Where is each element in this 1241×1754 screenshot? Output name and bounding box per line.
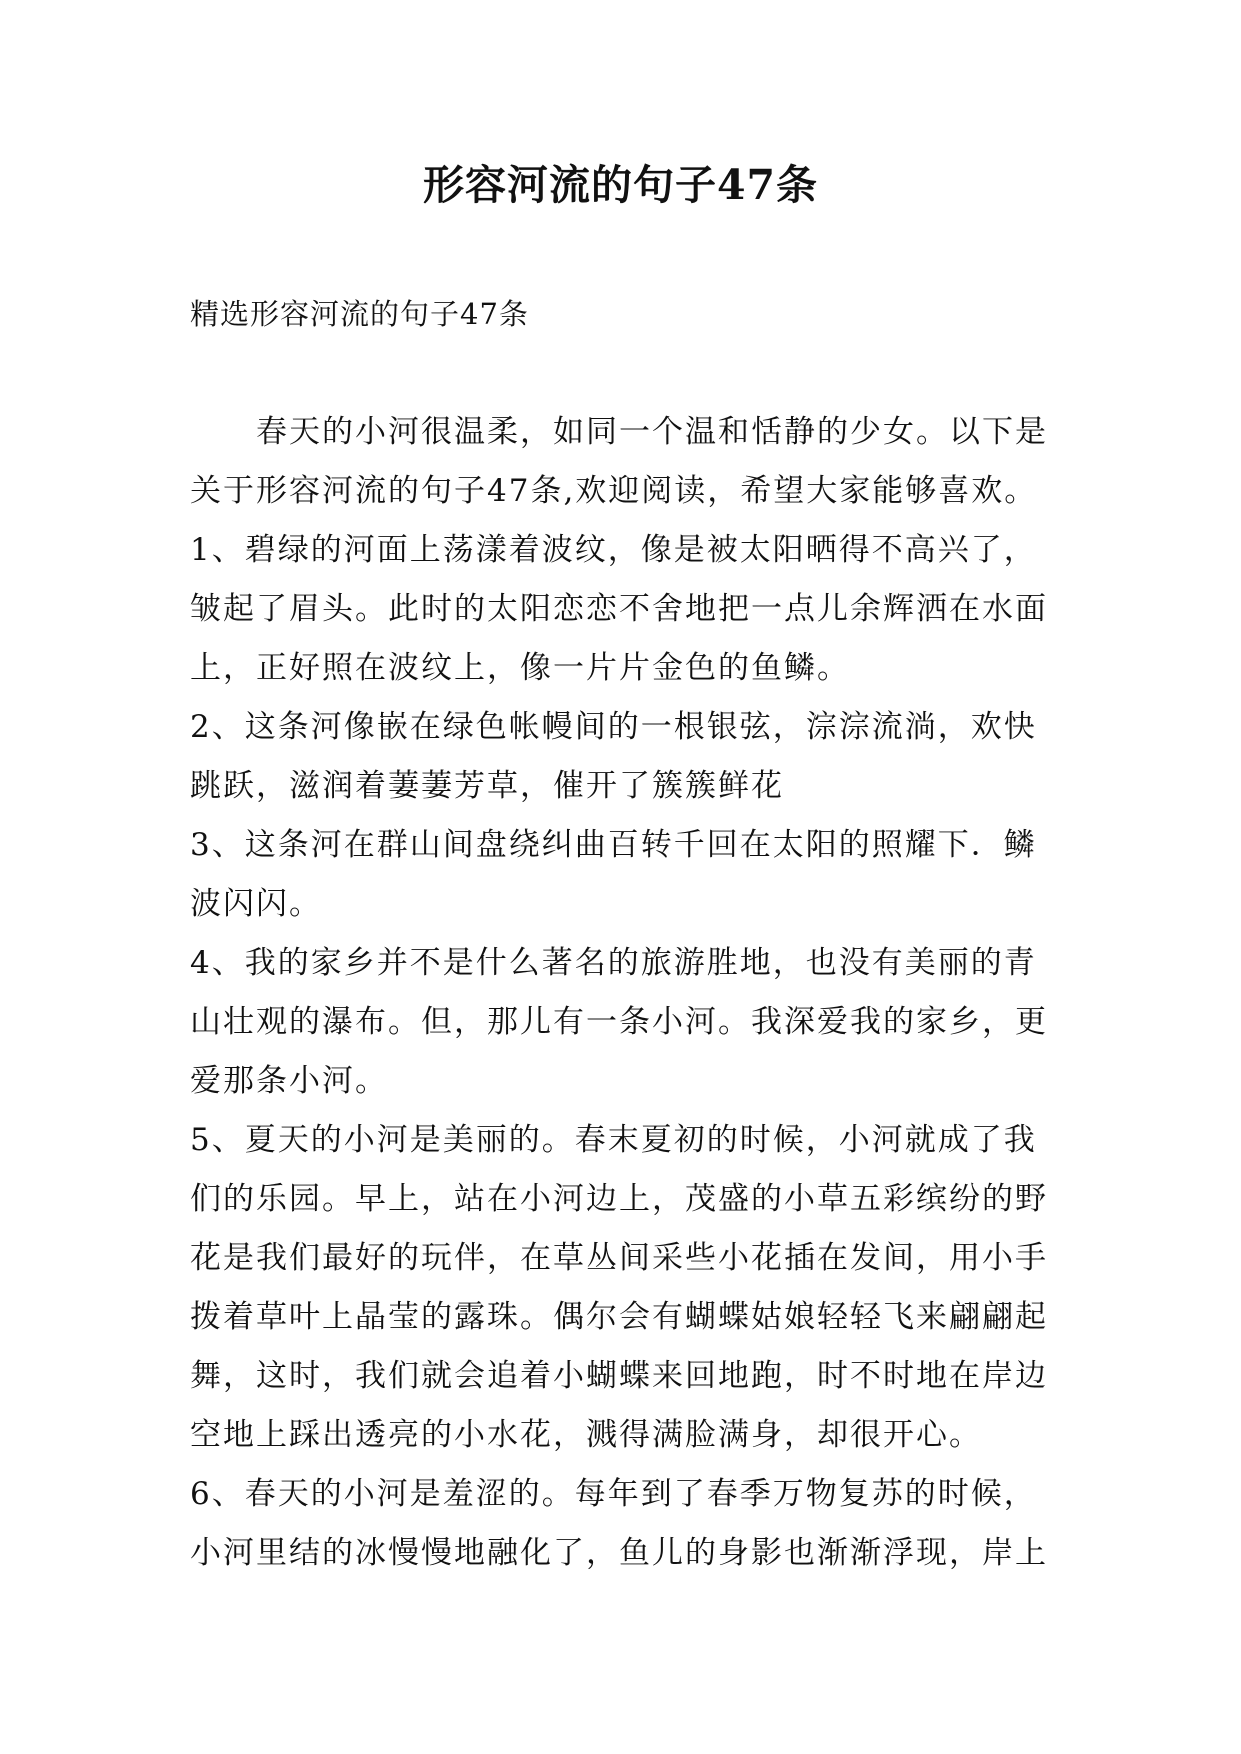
text-line: 们的乐园。早上，站在小河边上，茂盛的小草五彩缤纷的野	[190, 1181, 1048, 1217]
page-title: 形容河流的句子47条	[422, 161, 819, 209]
text-line: 山壮观的瀑布。但，那儿有一条小河。我深爱我的家乡，更	[190, 1004, 1048, 1040]
text-line: 上，正好照在波纹上，像一片片金色的鱼鳞。	[190, 650, 850, 686]
text-line: 5、夏天的小河是美丽的。春末夏初的时候，小河就成了我	[190, 1122, 1037, 1158]
text-line: 6、春天的小河是羞涩的。每年到了春季万物复苏的时候，	[190, 1476, 1037, 1512]
text-line: 4、我的家乡并不是什么著名的旅游胜地，也没有美丽的青	[190, 945, 1037, 981]
text-line: 3、这条河在群山间盘绕纠曲百转千回在太阳的照耀下．鳞	[190, 827, 1037, 863]
text-line: 小河里结的冰慢慢地融化了，鱼儿的身影也渐渐浮现，岸上	[190, 1535, 1048, 1571]
text-line: 2、这条河像嵌在绿色帐幔间的一根银弦，淙淙流淌，欢快	[190, 709, 1037, 745]
text-line: 花是我们最好的玩伴，在草丛间采些小花插在发间，用小手	[190, 1240, 1048, 1276]
text-line: 跳跃，滋润着萋萋芳草，催开了簇簇鲜花	[190, 768, 784, 804]
text-line: 爱那条小河。	[190, 1063, 388, 1099]
text-line: 皱起了眉头。此时的太阳恋恋不舍地把一点儿余辉洒在水面	[190, 591, 1048, 627]
text-line: 春天的小河很温柔，如同一个温和恬静的少女。以下是	[256, 414, 1048, 450]
text-line: 空地上踩出透亮的小水花，溅得满脸满身，却很开心。	[190, 1417, 982, 1453]
body-text	[190, 410, 1070, 1590]
text-line: 舞，这时，我们就会追着小蝴蝶来回地跑，时不时地在岸边	[190, 1358, 1048, 1394]
text-line: 波闪闪。	[190, 886, 322, 922]
text-line: 拨着草叶上晶莹的露珠。偶尔会有蝴蝶姑娘轻轻飞来翩翩起	[190, 1299, 1048, 1335]
subtitle: 精选形容河流的句子47条	[190, 297, 529, 331]
text-line: 1、碧绿的河面上荡漾着波纹，像是被太阳晒得不高兴了，	[190, 532, 1037, 568]
text-line: 关于形容河流的句子47条,欢迎阅读，希望大家能够喜欢。	[190, 473, 1038, 509]
